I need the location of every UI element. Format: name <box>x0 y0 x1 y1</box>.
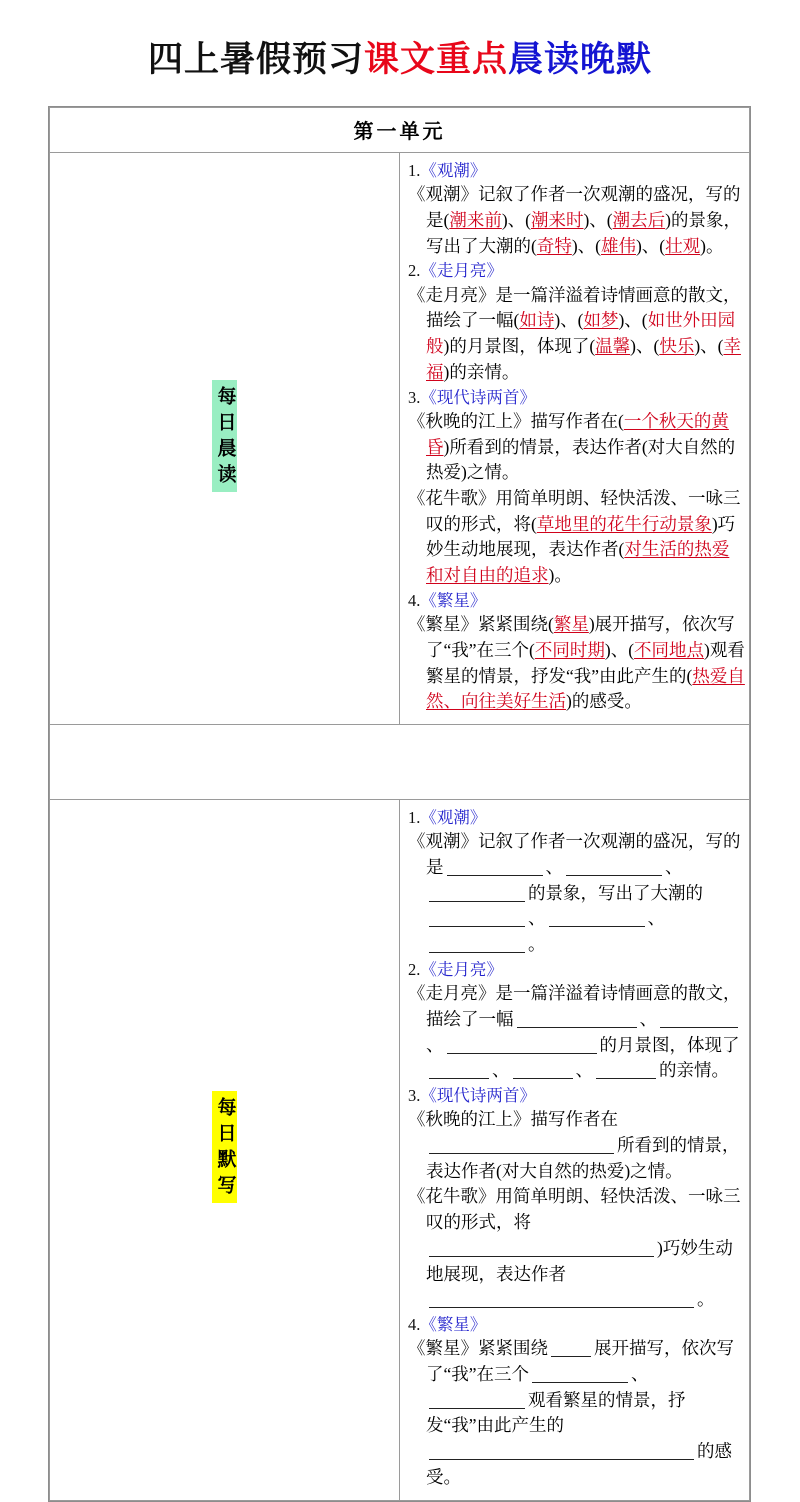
fill-blank[interactable] <box>660 1012 738 1028</box>
unit-header-row <box>50 108 750 153</box>
body-text: 、 <box>492 1060 510 1081</box>
body-text: )、( <box>635 235 666 256</box>
lesson-number: 3. <box>408 1086 421 1105</box>
lesson-title-text: 《观潮》 <box>420 808 487 827</box>
body-text: 、 <box>631 1364 649 1384</box>
body-text: )、( <box>583 209 613 230</box>
lesson-body <box>408 409 745 486</box>
fill-blank[interactable] <box>447 1038 597 1054</box>
fill-blank[interactable] <box>429 886 525 902</box>
body-text: 《走月亮》是一篇洋溢着诗情画意的散文，描绘了一幅 <box>408 983 741 1029</box>
answer-text: 雄伟 <box>600 235 636 256</box>
body-text: 《观潮》记叙了作者一次观潮的盛况，写的是( <box>408 184 741 230</box>
body-text: 、 <box>545 856 563 877</box>
answer-text: 对生活的热爱和对自由的追求 <box>426 539 730 586</box>
fill-blank[interactable] <box>429 1292 694 1308</box>
body-text: 《花牛歌》用简单明朗、轻快活泼、一咏三叹的形式，将( <box>408 487 741 534</box>
lesson-body <box>408 1184 745 1313</box>
body-text: 、 <box>528 908 546 929</box>
fill-blank[interactable] <box>429 1444 694 1460</box>
answer-text: 繁星 <box>553 614 589 635</box>
answer-text: 温馨 <box>595 336 631 357</box>
answer-text: 潮去后 <box>612 209 666 230</box>
body-text: 、 <box>639 1008 657 1029</box>
lesson-title-text: 《观潮》 <box>420 161 487 180</box>
body-text: )展开描写，依次写了“我”在三个( <box>426 614 735 660</box>
answer-text: 如梦 <box>583 310 619 331</box>
lesson-title-text: 《走月亮》 <box>420 261 503 281</box>
body-text: 展开描写，依次写了“我”在三个 <box>426 1338 734 1384</box>
fill-blank[interactable] <box>429 937 525 953</box>
spacer-cell <box>50 725 750 800</box>
fill-blank[interactable] <box>596 1063 656 1079</box>
body-text: )、( <box>618 310 648 331</box>
lesson-body <box>408 829 745 958</box>
section-row-dictation <box>50 800 750 1501</box>
lesson-title <box>408 1314 745 1336</box>
fill-blank[interactable] <box>447 860 543 876</box>
lesson-number: 2. <box>408 261 421 281</box>
fill-blank[interactable] <box>513 1063 573 1079</box>
body-text: 、 <box>426 1034 444 1055</box>
body-text: )的月景图，体现了( <box>443 336 596 357</box>
body-text: 的景象，写出了大潮的 <box>528 882 703 903</box>
body-text: 、 <box>575 1060 593 1081</box>
worksheet-table <box>48 106 751 1502</box>
answer-text: 潮来前 <box>449 209 502 230</box>
body-text: )的亲情。 <box>443 361 520 382</box>
body-text: )、( <box>694 336 724 357</box>
section-label-cell-dictation <box>50 800 400 1501</box>
body-text: )、( <box>554 310 584 331</box>
lesson-item <box>408 260 745 385</box>
answer-text: 不同时期 <box>534 639 605 660</box>
body-text: )。 <box>548 565 572 586</box>
lesson-item <box>408 387 745 589</box>
body-text: )观看繁星的情景，抒发“我”由此产生的( <box>426 639 745 686</box>
body-text: 。 <box>697 1289 715 1310</box>
body-text: )的景象，写出了大潮的( <box>426 209 741 256</box>
lesson-number: 3. <box>408 387 421 407</box>
body-text: 的亲情。 <box>659 1060 729 1081</box>
body-text: 《花牛歌》用简单明朗、轻快活泼、一咏三叹的形式，将 <box>408 1186 741 1233</box>
section-label-reading: 每日晨读 <box>212 380 238 492</box>
answer-text: 草地里的花牛行动景象 <box>536 513 712 534</box>
page-title-part-black: 四上暑假预习 <box>147 40 364 79</box>
fill-blank[interactable] <box>429 1063 489 1079</box>
fill-blank[interactable] <box>429 911 525 927</box>
body-text: )巧妙生动地展现，表达作者( <box>426 513 736 560</box>
body-text: 《繁星》紧紧围绕 <box>408 1338 548 1359</box>
lesson-item <box>408 959 745 1084</box>
page-title <box>0 0 800 96</box>
fill-blank[interactable] <box>429 1241 654 1257</box>
fill-blank[interactable] <box>549 911 645 927</box>
lesson-number: 1. <box>408 808 421 827</box>
body-text: )的感受。 <box>566 691 642 712</box>
lesson-title <box>408 260 745 282</box>
lesson-title-text: 《现代诗两首》 <box>420 1086 536 1105</box>
answer-text: 热爱自然、向往美好生活 <box>426 665 745 712</box>
body-text: 、 <box>665 856 683 877</box>
lesson-body <box>408 1107 745 1184</box>
lesson-body <box>408 981 745 1084</box>
body-text: )、( <box>604 639 635 660</box>
lesson-title-text: 《现代诗两首》 <box>420 387 536 407</box>
section-content-dictation <box>400 800 750 1501</box>
body-text: 《秋晚的江上》描写作者在( <box>408 410 624 431</box>
answer-text: 潮来时 <box>530 209 584 230</box>
lesson-number: 4. <box>408 1315 421 1335</box>
section-row-reading <box>50 153 750 725</box>
page-title-part-red: 课文重点 <box>363 40 508 79</box>
unit-header-cell: 第一单元 <box>50 108 750 153</box>
answer-text: 一个秋天的黄昏 <box>426 410 729 457</box>
body-text: )。 <box>700 235 724 256</box>
body-text: 。 <box>528 934 546 955</box>
answer-text: 如世外田园般 <box>426 310 736 357</box>
lesson-item <box>408 807 745 958</box>
body-text: 《观潮》记叙了作者一次观潮的盛况，写的是 <box>408 831 741 877</box>
grid <box>49 107 750 1501</box>
lesson-title <box>408 959 745 981</box>
body-text: 《秋晚的江上》描写作者在 <box>408 1109 618 1130</box>
section-content-reading <box>400 153 750 725</box>
lesson-title <box>408 1085 745 1107</box>
lesson-body <box>408 283 745 386</box>
lesson-number: 2. <box>408 959 421 979</box>
section-label-dictation: 每日默写 <box>212 1091 238 1203</box>
lesson-body <box>408 486 745 589</box>
answer-text: 奇特 <box>536 235 572 256</box>
body-text: 《繁星》紧紧围绕( <box>408 614 554 635</box>
lesson-number: 4. <box>408 590 421 610</box>
lesson-body <box>408 612 745 715</box>
lesson-item <box>408 1085 745 1313</box>
answer-text: 快乐 <box>659 336 695 357</box>
body-text: )、( <box>630 336 660 357</box>
body-text: 的月景图，体现了 <box>599 1034 740 1055</box>
lesson-item <box>408 590 745 715</box>
fill-blank[interactable] <box>551 1341 591 1357</box>
fill-blank[interactable] <box>566 860 662 876</box>
lesson-title <box>408 387 745 409</box>
lesson-title <box>408 807 745 829</box>
body-text: 观看繁星的情景，抒发“我”由此产生的 <box>426 1389 686 1436</box>
body-text: 、 <box>647 908 665 929</box>
lesson-number: 1. <box>408 161 421 180</box>
lesson-title-text: 《繁星》 <box>420 590 487 610</box>
body-text: 《走月亮》是一篇洋溢着诗情画意的散文，描绘了一幅( <box>408 284 741 331</box>
fill-blank[interactable] <box>517 1012 637 1028</box>
lesson-title-text: 《走月亮》 <box>420 959 503 979</box>
fill-blank[interactable] <box>429 1393 525 1409</box>
lesson-title <box>408 160 745 182</box>
section-label-cell-reading <box>50 153 400 725</box>
lesson-title <box>408 590 745 612</box>
body-text: )巧妙生动地展现，表达作者 <box>426 1237 733 1284</box>
answer-text: 壮观 <box>665 235 701 256</box>
answer-text: 如诗 <box>519 310 555 331</box>
page-title-part-blue: 晨读晚默 <box>508 40 653 79</box>
answer-text: 不同地点 <box>634 639 705 660</box>
lesson-body <box>408 182 745 259</box>
body-text: )、( <box>501 209 531 230</box>
fill-blank[interactable] <box>429 1138 614 1154</box>
lesson-item <box>408 160 745 259</box>
body-text: 的感受。 <box>426 1441 732 1487</box>
body-text: 所看到的情景，表达作者(对大自然的热爱)之情。 <box>426 1134 740 1181</box>
fill-blank[interactable] <box>532 1367 628 1383</box>
answer-text: 幸福 <box>426 336 741 382</box>
spacer-row <box>50 725 750 800</box>
body-text: )、( <box>571 235 601 256</box>
lesson-item <box>408 1314 745 1491</box>
lesson-title-text: 《繁星》 <box>420 1315 487 1335</box>
lesson-body <box>408 1336 745 1490</box>
body-text: )所看到的情景，表达作者(对大自然的热爱)之情。 <box>426 436 736 483</box>
